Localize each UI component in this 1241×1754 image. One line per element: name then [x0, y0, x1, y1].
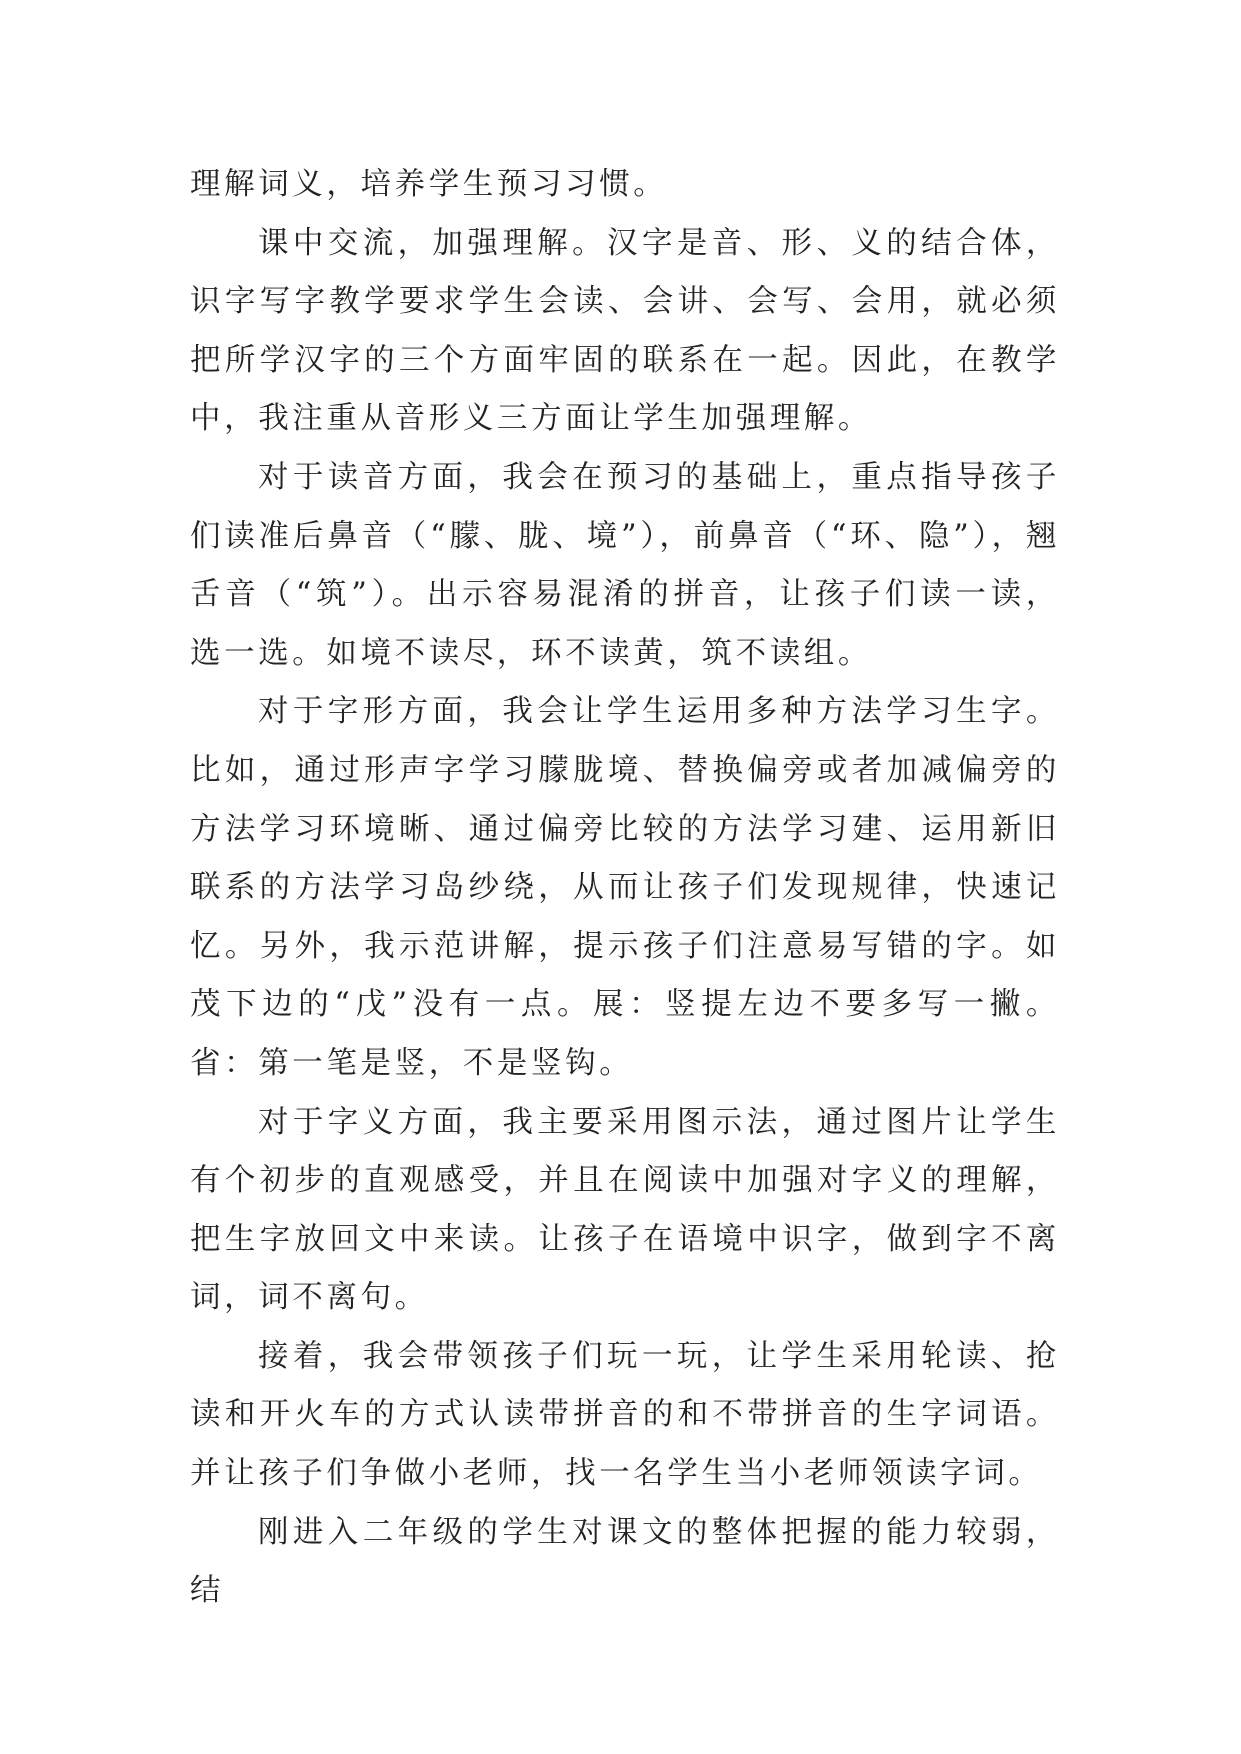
- document-body: [190, 156, 1060, 1621]
- paragraph-7: 刚进入二年级的学生对课文的整体把握的能力较弱，结: [190, 1514, 1060, 1609]
- paragraph-4: 对于字形方面，我会让学生运用多种方法学习生字。比如，通过形声字学习朦胧境、替换偏旁或者加减偏旁的方法学习环境晰、通过偏旁比较的方法学习建、运用新旧联系的方法学习岛纱绕，从而让孩子们发现规律，快速记忆。另外，我示范讲解，提示孩子们注意易写错的字。如茂下边的“戊”没有一点。展：竖提左边不要多写一撇。省：第一笔是竖，不是竖钩。: [190, 694, 1060, 1081]
- paragraph-6: 接着，我会带领孩子们玩一玩，让学生采用轮读、抢读和开火车的方式认读带拼音的和不带拼音的生字词语。并让孩子们争做小老师，找一名学生当小老师领读字词。: [190, 1338, 1060, 1492]
- paragraph-3: 对于读音方面，我会在预习的基础上，重点指导孩子们读准后鼻音（“朦、胧、境”），前鼻音（“环、隐”），翘舌音（“筑”）。出示容易混淆的拼音，让孩子们读一读，选一选。如境不读尽，环不读黄，筑不读组。: [190, 459, 1060, 671]
- paragraph-1: 理解词义，培养学生预习习惯。: [190, 167, 668, 202]
- paragraph-5: 对于字义方面，我主要采用图示法，通过图片让学生有个初步的直观感受，并且在阅读中加强对字义的理解，把生字放回文中来读。让孩子在语境中识字，做到字不离词，词不离句。: [190, 1104, 1060, 1316]
- paragraph-2: 课中交流，加强理解。汉字是音、形、义的结合体，识字写字教学要求学生会读、会讲、会写、会用，就必须把所学汉字的三个方面牢固的联系在一起。因此，在教学中，我注重从音形义三方面让学生加强理解。: [190, 225, 1060, 437]
